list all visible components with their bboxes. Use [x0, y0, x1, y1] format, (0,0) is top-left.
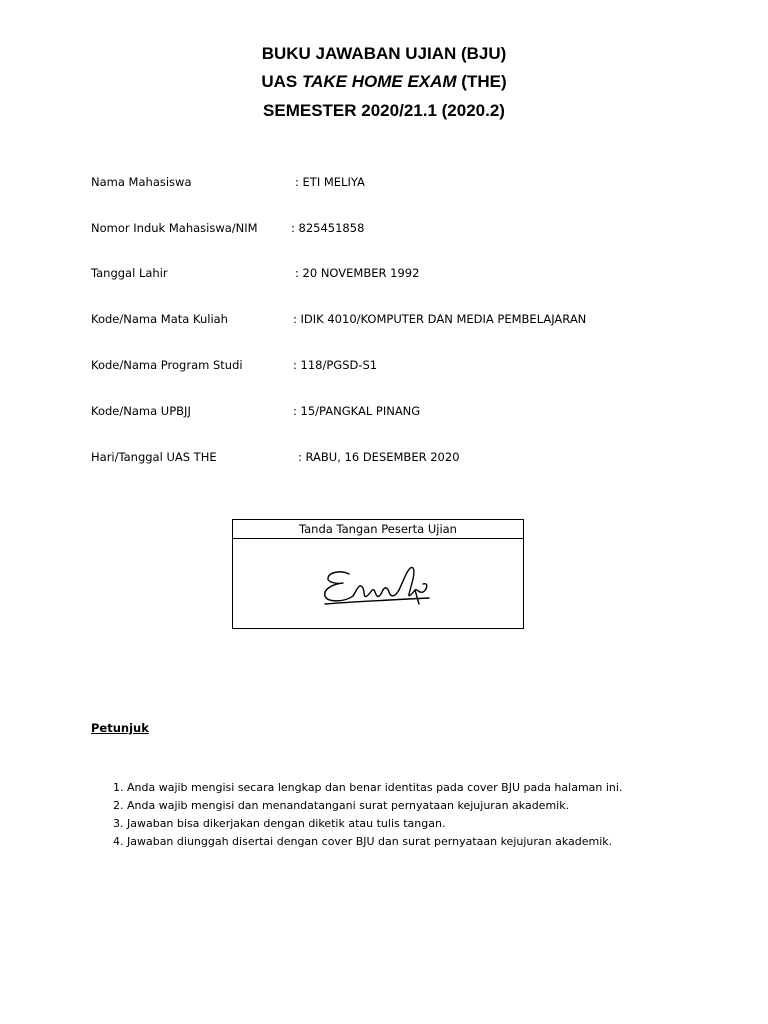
instruction-item-3: 3. Jawaban bisa dikerjakan dengan diketik atau tulis tangan. [113, 817, 446, 830]
field-value-hari-tanggal: : RABU, 16 DESEMBER 2020 [298, 450, 460, 464]
signature-stroke-e [325, 572, 353, 601]
instruction-item-4: 4. Jawaban diunggah disertai dengan cover BJU dan surat pernyataan kejujuran akademik. [113, 835, 613, 848]
instructions-heading: Petunjuk [91, 721, 149, 735]
field-value-mata-kuliah: : IDIK 4010/KOMPUTER DAN MEDIA PEMBELAJARAN [293, 312, 587, 326]
instruction-item-2: 2. Anda wajib mengisi dan menandatangani surat pernyataan kejujuran akademik. [113, 799, 570, 812]
field-label-upbjj: Kode/Nama UPBJJ [91, 404, 191, 418]
signature-drawing [319, 560, 439, 610]
signature-box-header: Tanda Tangan Peserta Ujian [233, 520, 523, 539]
title-line-1: BUKU JAWABAN UJIAN (BJU) [261, 44, 507, 63]
field-label-mata-kuliah: Kode/Nama Mata Kuliah [91, 312, 228, 326]
field-label-hari-tanggal: Hari/Tanggal UAS THE [91, 450, 217, 464]
field-value-tanggal-lahir: : 20 NOVEMBER 1992 [295, 266, 420, 280]
field-value-nama: : ETI MELIYA [295, 175, 365, 189]
field-label-program-studi: Kode/Nama Program Studi [91, 358, 243, 372]
signature-stroke-tick [415, 590, 419, 604]
field-value-upbjj: : 15/PANGKAL PINANG [293, 404, 421, 418]
instruction-item-1: 1. Anda wajib mengisi secara lengkap dan benar identitas pada cover BJU pada halaman ini. [113, 781, 623, 794]
signature-stroke-flourish [399, 567, 427, 595]
signature-box [232, 519, 524, 629]
title-line-2 [0, 72, 768, 92]
title-line-2-prefix: UAS [261, 72, 302, 91]
field-value-program-studi: : 118/PGSD-S1 [293, 358, 378, 372]
field-label-nama: Nama Mahasiswa [91, 175, 192, 189]
field-value-nim: : 825451858 [291, 221, 365, 235]
title-line-2-suffix: (THE) [456, 72, 507, 91]
field-label-nim: Nomor Induk Mahasiswa/NIM [91, 221, 258, 235]
signature-stroke-middle [353, 586, 399, 597]
title-line-2-italic: TAKE HOME EXAM [302, 72, 457, 91]
title-line-3: SEMESTER 2020/21.1 (2020.2) [263, 101, 505, 120]
field-label-tanggal-lahir: Tanggal Lahir [91, 266, 168, 280]
